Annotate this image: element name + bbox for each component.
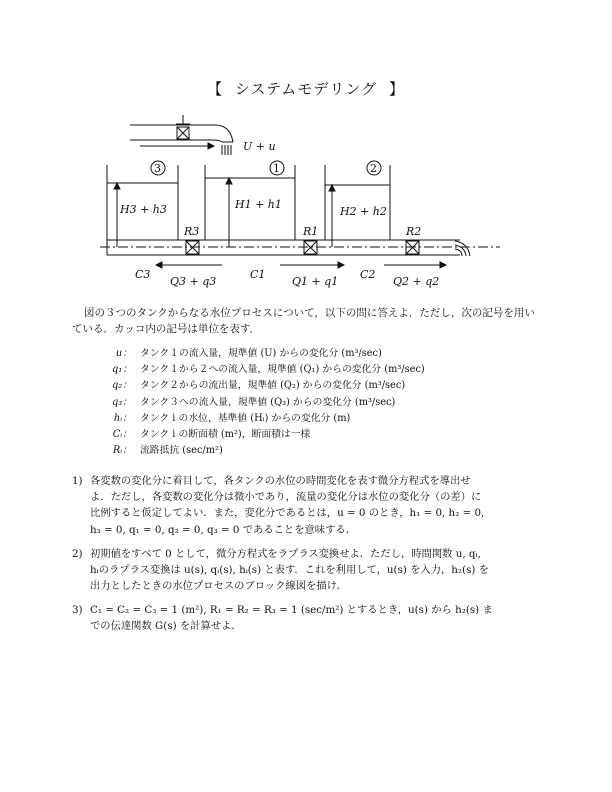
intro-text: 図の３つのタンクからなる水位プロセスについて，以下の問に答えよ．ただし，次の記号を用いている．カッコ内の記号は単位を表す． xyxy=(72,307,535,335)
level-label-tank2: H2 + h2 xyxy=(340,205,387,218)
valve-label-r2: R2 xyxy=(406,225,422,238)
tank-3-number: 3 xyxy=(154,162,161,175)
flow-arrows xyxy=(156,262,446,268)
question-line: h₃ = 0, q₁ = 0, q₂ = 0, q₃ = 0 であることを意味する． xyxy=(90,523,356,536)
question-3 xyxy=(72,602,540,634)
tank-2-number: 2 xyxy=(370,162,377,175)
question-number: 1) xyxy=(72,475,83,487)
definition-row xyxy=(100,411,425,427)
inflow-label: U + u xyxy=(243,140,276,153)
tank-1-number: 1 xyxy=(273,162,280,175)
definition-text: タンク１から２への流入量，規準値 (Q₁) からの変化分 (m³/sec) xyxy=(140,364,425,376)
definition-symbol: Cᵢ： xyxy=(112,429,132,441)
outflow-stream xyxy=(455,241,470,256)
flow-label-q1: Q1 + q1 xyxy=(292,275,339,288)
area-label-c1: C1 xyxy=(250,268,266,281)
level-label-tank3: H3 + h3 xyxy=(120,203,167,216)
question-line: hᵢのラプラス変換は u(s), qᵢ(s), hᵢ(s) と表す．これを利用して，u(s) を入力，h₂(s) を xyxy=(90,564,489,577)
valve-label-r1: R1 xyxy=(303,225,319,238)
definition-symbol: q₃： xyxy=(112,396,132,408)
question-2 xyxy=(72,546,540,595)
level-label-tank1: H1 + h1 xyxy=(235,198,282,211)
question-line: 初期値をすべて 0 として，微分方程式をラプラス変換せよ．ただし，時間関数 u, qᵢ, xyxy=(90,548,481,560)
definition-row xyxy=(100,362,425,378)
tank-system-diagram xyxy=(0,110,612,300)
area-label-c3: C3 xyxy=(135,268,151,281)
definition-text: タンク i の断面積 (m²)，断面積は一様 xyxy=(140,429,311,441)
flow-label-q3: Q3 + q3 xyxy=(170,275,217,288)
intro-paragraph xyxy=(72,305,542,337)
area-label-c2: C2 xyxy=(360,268,376,281)
definition-symbol: hᵢ： xyxy=(113,412,132,424)
page-title xyxy=(0,78,612,99)
definition-text: タンク３への流入量，規準値 (Q₃) からの変化分 (m³/sec) xyxy=(140,396,396,408)
title-bracket-open: 【 xyxy=(207,80,224,98)
definition-text: 流路抵抗 (sec/m²) xyxy=(140,445,223,457)
symbol-definitions xyxy=(100,346,425,459)
question-number: 2) xyxy=(72,548,83,560)
question-line: よ．ただし，各変数の変化分は微小であり，流量の変化分は水位の変化分（の差）に xyxy=(90,491,482,504)
question-1 xyxy=(72,473,540,538)
definition-symbol: u： xyxy=(115,348,132,359)
title-text: システムモデリング xyxy=(234,80,378,98)
definition-row xyxy=(100,443,425,459)
question-line: での伝達関数 G(s) を計算せよ． xyxy=(90,620,242,633)
question-line: C₁ = C₂ = C₃ = 1 (m²), R₁ = R₂ = R₃ = 1 (sec/m²) とするとき，u(s) から h₂(s) ま xyxy=(90,604,493,616)
flow-label-q2: Q2 + q2 xyxy=(393,275,440,288)
definition-row xyxy=(100,378,425,394)
definition-text: タンク２からの流出量，規準値 (Q₂) からの変化分 (m³/sec) xyxy=(140,380,406,392)
question-line: 出力としたときの水位プロセスのブロック線図を描け． xyxy=(90,580,347,593)
inflow-pipe xyxy=(130,115,233,155)
definition-text: タンク１の流入量，規準値 (U) からの変化分 (m³/sec) xyxy=(140,348,382,359)
definition-text: タンク i の水位，基準値 (Hᵢ) からの変化分 (m) xyxy=(140,412,351,424)
definition-symbol: Rᵢ： xyxy=(112,445,132,457)
definition-row xyxy=(100,427,425,443)
definition-row xyxy=(100,346,425,362)
question-number: 3) xyxy=(72,604,83,616)
definition-row xyxy=(100,395,425,411)
definition-symbol: q₂： xyxy=(112,380,132,392)
valve-label-r3: R3 xyxy=(184,225,200,238)
definition-symbol: q₁： xyxy=(112,364,132,376)
question-line: 各変数の変化分に着目して，各タンクの水位の時間変化を表す微分方程式を導出せ xyxy=(90,475,471,487)
title-bracket-close: 】 xyxy=(388,80,405,98)
question-line: 比例すると仮定してよい．また，変化分であるとは，u = 0 のとき，h₁ = 0, h₂ = 0, xyxy=(90,507,485,520)
